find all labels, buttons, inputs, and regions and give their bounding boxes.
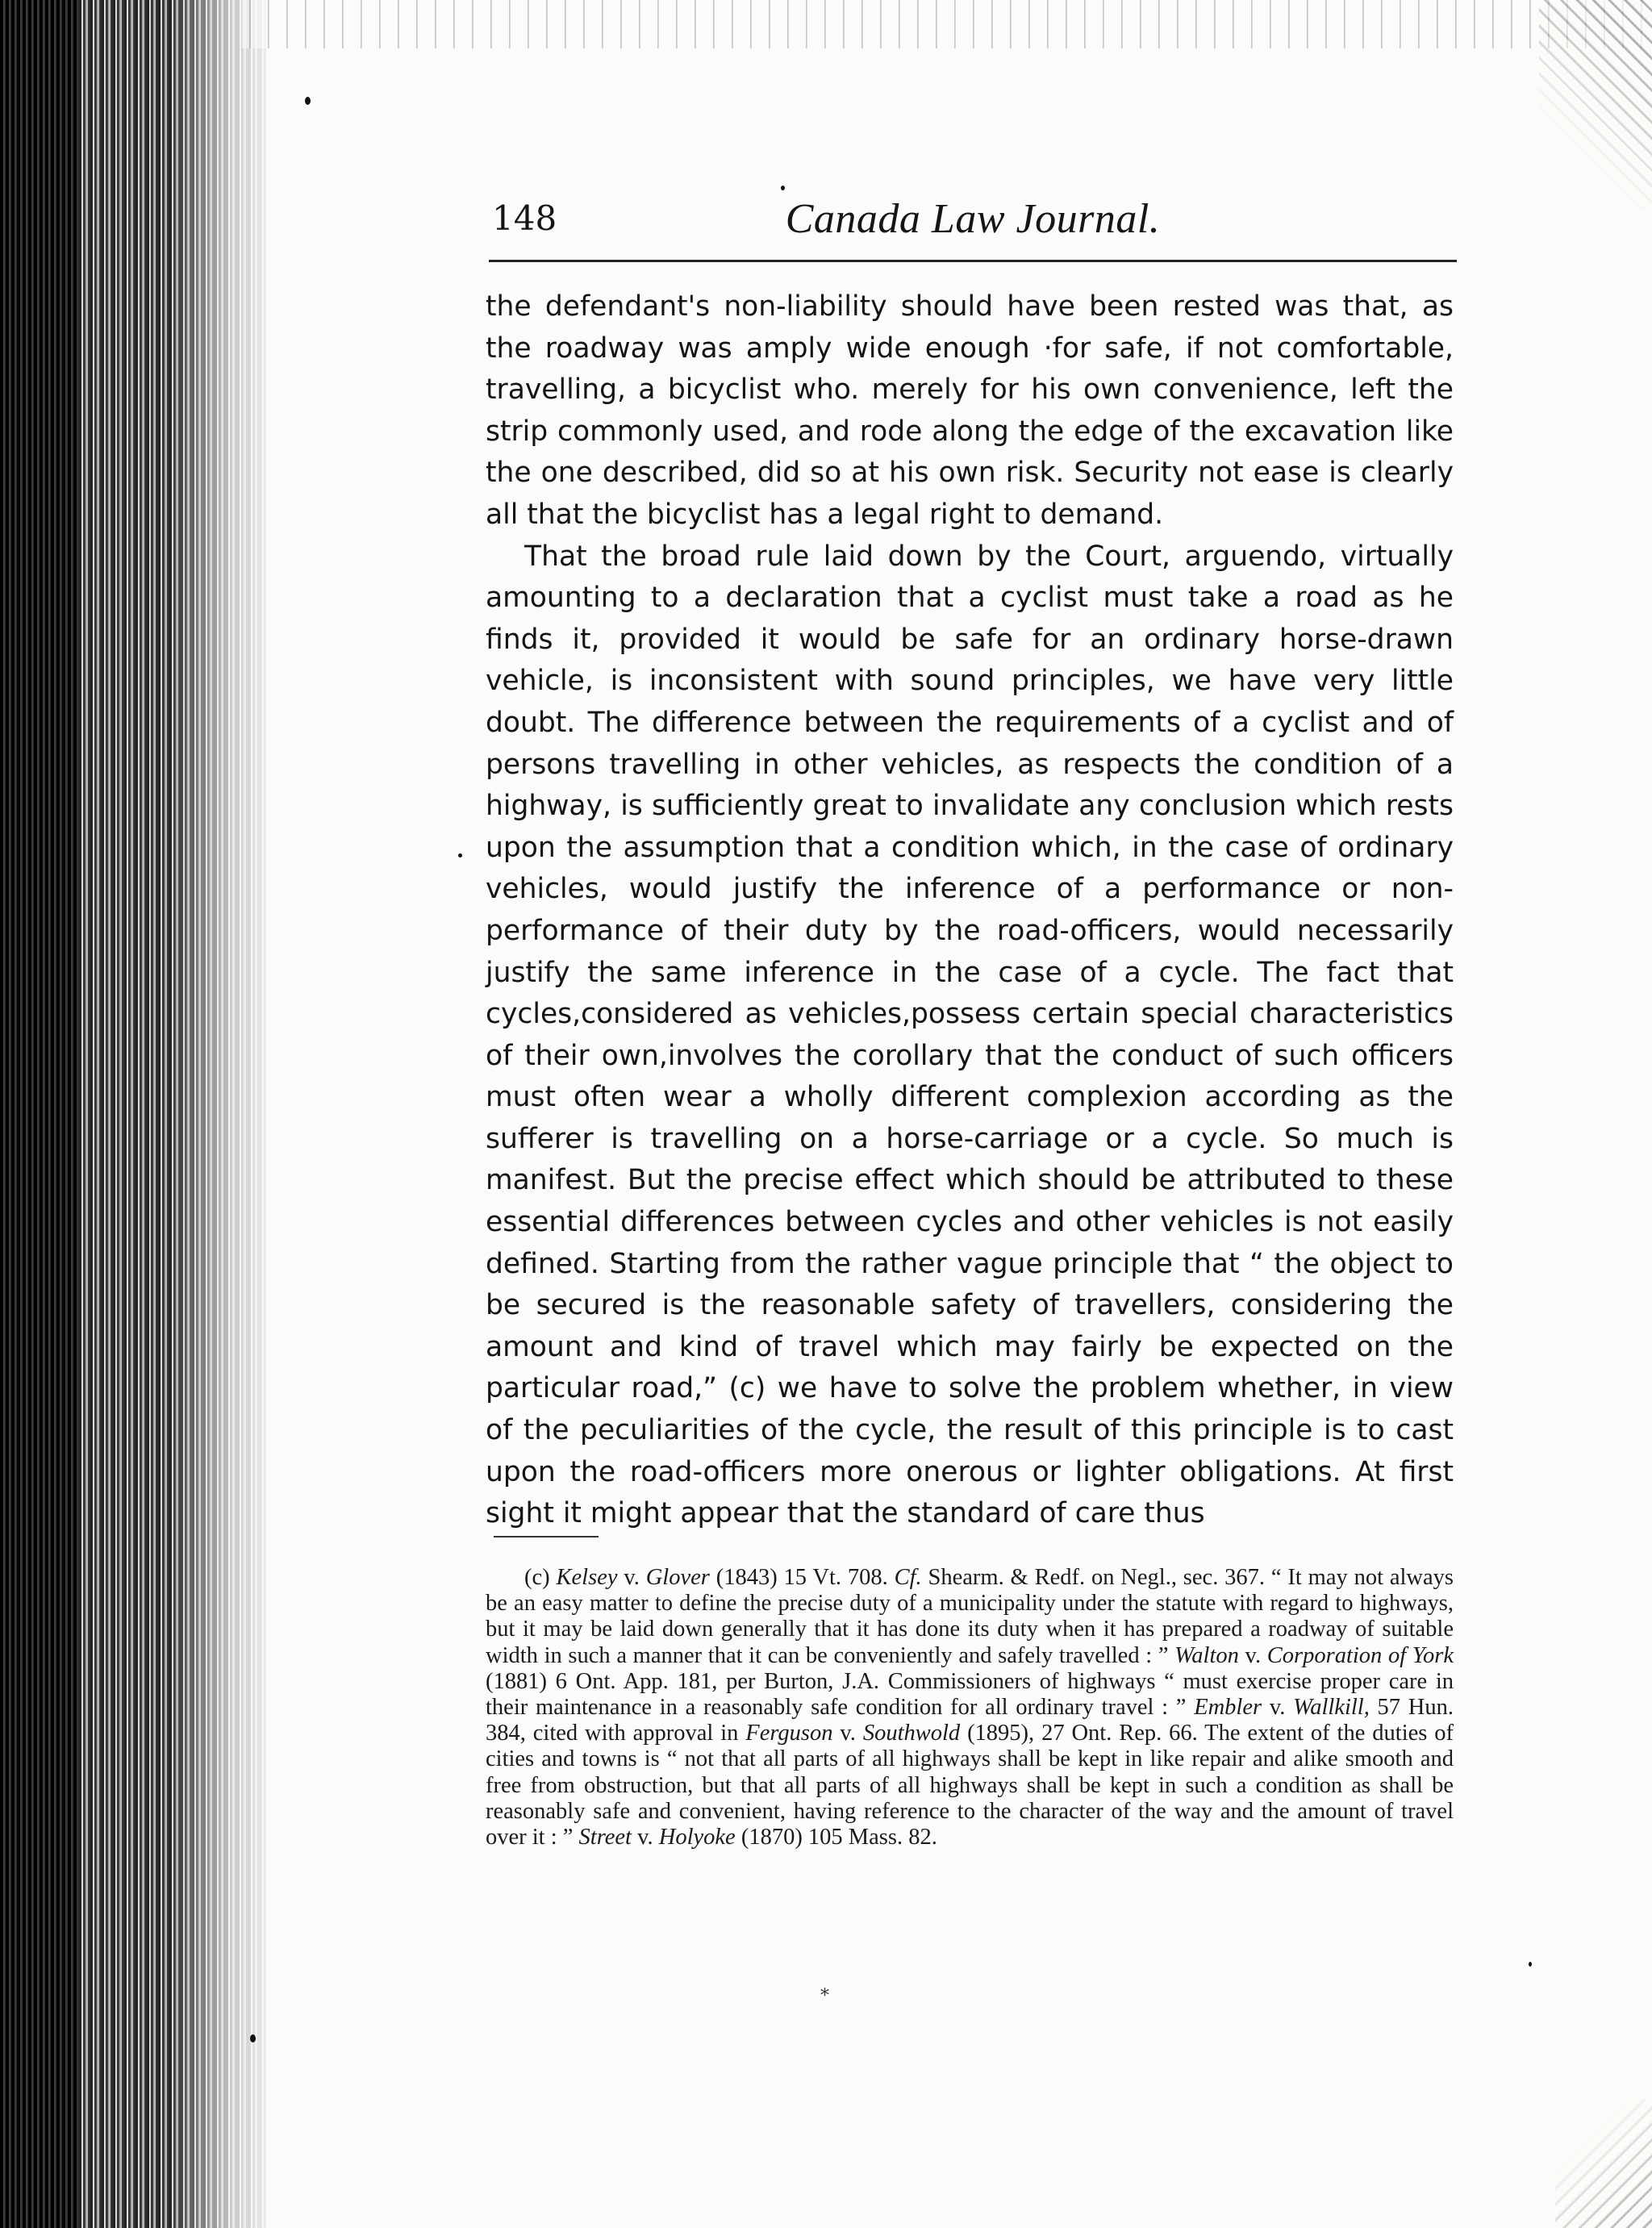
footnote-case-name: Ferguson: [745, 1721, 833, 1746]
body-paragraph-1: the defendant's non-liability should have been rested was that, as the roadway was amply wide enough ·for safe, if not comfortable, travelling, a bicyclist who. merely for his own convenience, left the strip commonly used, and rode along the edge of the excavation like the one described, did so at his own risk. Security not ease is clearly all that the bicyclist has a legal right to demand.: [486, 290, 1454, 531]
footnote-case-name: Embler: [1194, 1695, 1262, 1721]
body-paragraph-2: That the broad rule laid down by the Court, arguendo, virtually amounting to a declaration that a cyclist must take a road as he finds it, provided it would be safe for an ordinary horse-drawn vehicle, is inconsistent with sound principles, we have very little doubt. The difference between the requirements of a cyclist and of persons travelling in other vehicles, as respects the condition of a highway, is sufficiently great to invalidate any conclusion which rests upon the assumption that a condition which, in the case of ordinary vehicles, would justify the inference of a performance or non-performance of their duty by the road-officers, would necessarily justify the same inference in the case of a cycle. The fact that cycles,considered as vehicles,possess certain special characteristics of their own,involves the corollary that the conduct of such officers must often wear a wholly different complexion according as the sufferer is travelling on a horse-carriage or a cycle. So much is manifest. But the precise effect which should be attributed to these essential differences between cycles and other vehicles is not easily defined. Starting from the rather vague principle that “ the object to be secured is the reasonable safety of travellers, considering the amount and kind of travel which may fairly be expected on the particular road,” (c) we have to solve the problem whether, in view of the peculiarities of the cycle, the result of this principle is to cast upon the road-officers more onerous or lighter obligations. At first sight it might appear that the standard of care thus: [486, 540, 1454, 1530]
footnote-case-name: Walton: [1174, 1642, 1239, 1668]
footnote-case-name: Wallkill,: [1293, 1695, 1370, 1721]
footnote-text: v.: [631, 1825, 659, 1850]
footnote-text: (1870) 105 Mass. 82.: [735, 1825, 937, 1850]
header-rule: [489, 260, 1457, 262]
top-right-corner-speckle: [1539, 0, 1652, 210]
footnote-text: v.: [832, 1721, 863, 1746]
footnote-text: Shearm. & Redf. on Negl., sec. 367. “ It may not always be an easy matter to define the precise duty of a municipality under the statute with regard to highways, but it may be laid down generally that it has done its duty when it has prepared a roadway of suitable width in such a manner that it can be conveniently and safely travelled : ”: [486, 1565, 1454, 1668]
binding-dark-strip: [0, 0, 77, 2228]
footnote-text: v.: [617, 1565, 646, 1590]
body-text: [486, 286, 1454, 1535]
footnote-rule: [494, 1536, 599, 1537]
footnote-text: (1881) 6 Ont. App. 181, per Burton, J.A. Commissioners of highways “ must exercise proper care in their maintenance in a reasonably safe condition for all ordinary travel : ”: [486, 1668, 1454, 1721]
footnote-text: (1895), 27 Ont. Rep. 66. The extent of the duties of cities and towns is “ not that all parts of all highways shall be kept in like repair and alike smooth and free from obstruction, but that all parts of all highways shall be kept in such a condition as shall be reasonably safe and convenient, having reference to the character of the way and the amount of travel over it : ”: [486, 1721, 1454, 1850]
page-number: 148: [492, 198, 557, 238]
footnote-case-name: Street: [578, 1825, 632, 1850]
ink-speck: [1529, 1962, 1532, 1967]
footnote-case-name: Holyoke: [658, 1825, 736, 1850]
footnote-marker: (c): [524, 1565, 550, 1590]
footnote-text: (1843) 15 Vt. 708.: [709, 1565, 895, 1590]
footnote-case-name: Kelsey: [556, 1565, 618, 1590]
footnote-text: 57 Hun. 384, cited with approval in: [486, 1695, 1454, 1746]
footnote-case-name: Corporation of York: [1266, 1642, 1454, 1668]
footnote-text: v.: [1262, 1695, 1294, 1721]
ink-speck: [305, 97, 311, 105]
footnote-case-name: Southwold: [862, 1721, 961, 1746]
top-edge-speckle: [242, 0, 1652, 48]
ink-speck: [781, 186, 785, 190]
stray-mark: *: [820, 1986, 829, 2006]
ink-speck: [458, 853, 462, 857]
ink-speck: [250, 2034, 256, 2042]
binding-fade: [169, 0, 282, 2228]
bottom-right-corner-speckle: [1555, 2099, 1652, 2228]
running-head: [486, 195, 1460, 260]
journal-title: Canada Law Journal.: [785, 196, 1161, 242]
footnote-case-name: Glover: [645, 1565, 710, 1590]
footnote-cf: Cf.: [894, 1565, 922, 1590]
footnote-text: v.: [1238, 1642, 1267, 1668]
footnote: [486, 1565, 1454, 1850]
